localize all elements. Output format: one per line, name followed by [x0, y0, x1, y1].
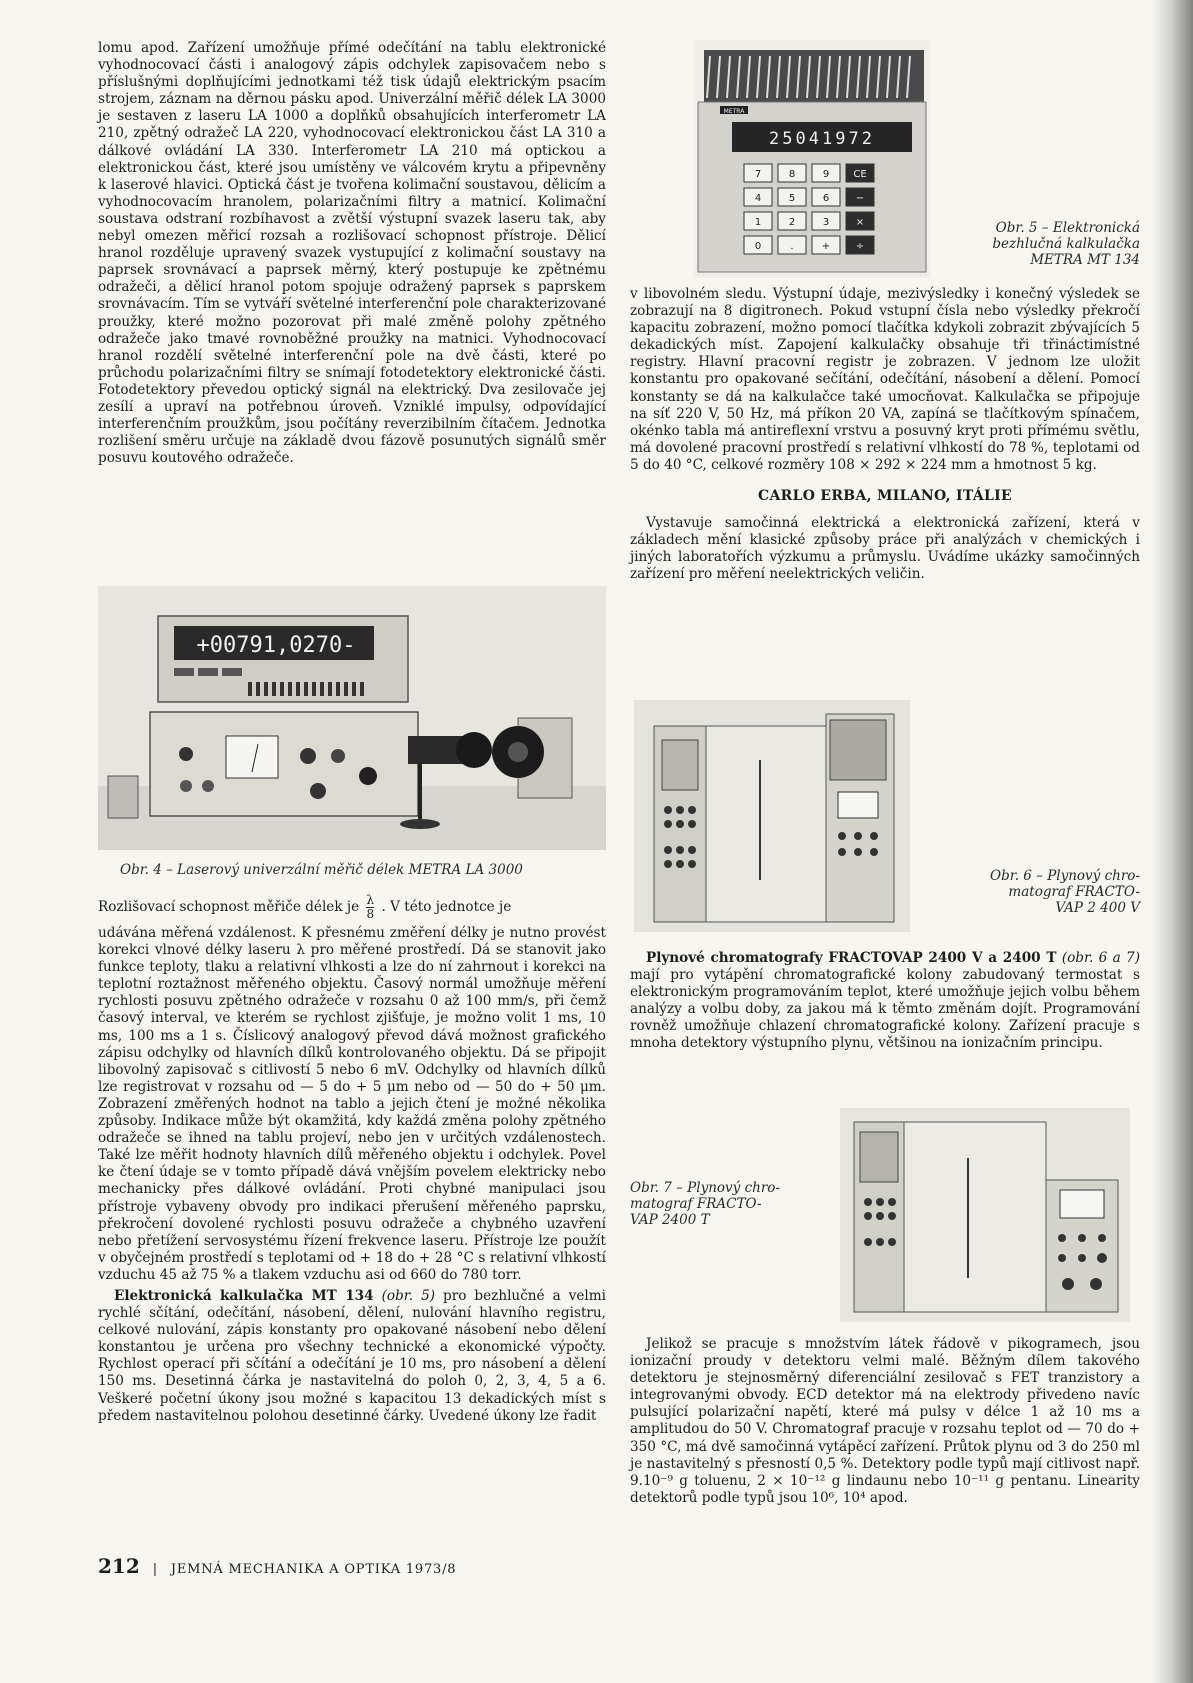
calculator-key-label: +: [821, 241, 831, 252]
calculator-key-label: ÷: [855, 241, 865, 252]
fractovap-text: mají pro vytápění chromatografické kolony zabudovaný termostat s elektronickým programováním teplot, které umožňuje jejich volbu během analýzy a volbu doby, za jakou má k těmto změnám dojít. Programování rovněž umožňuje chlazení chromatografické kolony. Zařízení pracuje s mnoha detektory výstupního plynu, většinou na ionizačním principu.: [630, 967, 1140, 1052]
right-bottom-column: [630, 1336, 1140, 1511]
figure-7-caption: [630, 1180, 830, 1228]
calculator-key-label: 9: [822, 169, 830, 180]
calculator-key-label: 5: [788, 193, 796, 204]
calculator-key-label: 8: [788, 169, 796, 180]
fractovap-figure-ref: (obr. 6 a 7): [1061, 950, 1140, 966]
right-top-column: [630, 286, 1140, 588]
caption-line: matograf FRACTO-: [1008, 884, 1140, 900]
footer-divider: |: [152, 1562, 158, 1577]
caption-line: VAP 2400 T: [630, 1212, 710, 1228]
section-heading: CARLO ERBA, MILANO, ITÁLIE: [758, 488, 1012, 505]
text-paragraph: udávána měřená vzdálenost. K přesnému změření délky je nutno provést korekci vlnové délky laseru λ pro měřené prostředí. Dá se stanovit jako funkce teploty, tlaku a relativní vlhkosti a lze do ní zahrnout i korekci na teplotní roztažnost měřeného objektu. Časový normál umožňuje měření rychlosti posuvu zpětného odražeče v rozsahu 0 až 100 mm/s, při čemž časový interval, ve kterém se rychlost zjišťuje, je možno volit 1 ms, 10 ms, 100 ms a 1 s. Číslicový analogový převod dává možnost grafického zápisu odchylky od hlavních dílků kontrolovaného objektu. Dá se připojit libovolný zapisovač s citlivostí 5 nebo 6 mV. Odchylky od hlavních dílků lze registrovat v rozsahu od — 5 do + 5 μm nebo od — 50 do + 50 μm. Zobrazení změřených hodnot na tablo a jejich čtení je možné několika způsoby. Indikace může být okamžitá, kdy každá změna polohy zpětného odražeče se ihned na tablu projeví, nebo jen v určitých vzdálenostech. Také lze měřit hodnoty hlavních dílů měřeného objektu i odchylek. Povel ke čtení údaje se v tomto případě dává vnějším povelem elektricky nebo mechanicky přes dálkové ovládání. Proti chybné manipulaci jsou přístroje vybaveny obvody pro indikaci přerušení měřeného paprsku, překročení dovolené rychlosti posuvu odražeče a chybného uzavření nebo přetížení servosystému řízení frekvence laseru. Přístroje lze použít v obyčejném prostředí s teplotami od + 18 do + 28 °C s relativní vlhkostí vzduchu 45 až 75 % a tlakem vzduchu asi od 660 do 780 torr.: [98, 925, 606, 1283]
caption-line: Obr. 7 – Plynový chro-: [630, 1180, 780, 1196]
figure-7-photo: [840, 1108, 1130, 1322]
caption-line: VAP 2 400 V: [1055, 900, 1140, 916]
calculator-paragraph: [98, 1288, 606, 1425]
text-paragraph: v libovolném sledu. Výstupní údaje, mezivýsledky i konečný výsledek se zobrazují na 8 digitronech. Pokud vstupní čísla nebo výsledky překročí kapacitu zobrazení, možno pomocí tlačítka kdykoli zobrazit zbývajících 5 dekadických míst. Zapojení kalkulačky obsahuje tři třináctimístné registry. Hlavní pracovní registr je zobrazen. V jednom lze uložit konstantu pro opakované sečítání, odečítání, násobení a dělení. Pomocí konstanty se dá na kalkulačce také umocňovat. Kalkulačka se připojuje na síť 220 V, 50 Hz, má příkon 20 VA, zapíná se tlačítkovým spínačem, okénko tabla má antireflexní vrstvu a posuvný kryt proti přímému světlu, má dovolené pracovní prostředí s relativní vlhkostí do 78 %, teplotami od 5 do 40 °C, celkové rozměry 108 × 292 × 224 mm a hmotnost 5 kg.: [630, 286, 1140, 473]
left-bottom-column: [98, 894, 606, 1429]
calculator-key-label: 0: [754, 241, 762, 252]
figure-5-photo: [694, 40, 930, 278]
calculator-text: pro bezhlučné a velmi rychlé sčítání, odečítání, násobení, dělení, nulování hlavního registru, celkové nulování, zápis konstanty pro opakované násobení nebo dělení konstantou je určena pro všechny technické a ekonomické výpočty. Rychlost operací při sčítání a odečítání je 10 ms, pro násobení a dělení 150 ms. Desetinná čárka je nastavitelná do poloh 0, 2, 3, 4, 5 a 6. Veškeré početní úkony jsou možné s kapacitou 13 dekadických míst s předem nastavitelnou polohou desetinné čárky. Uvedené úkony lze řadit: [98, 1287, 606, 1424]
calculator-key-label: CE: [853, 169, 867, 180]
calculator-key-label: 3: [822, 217, 830, 228]
lambda-fraction: [366, 894, 374, 921]
fraction-denominator: 8: [366, 907, 375, 921]
text-paragraph: Vystavuje samočinná elektrická a elektronická zařízení, která v základech mění klasické způsoby práce při analýzách v chemických i jiných laboratořích výzkumu a průmyslu. Uvádíme ukázky samočinných zařízení pro měření neelektrických veličin.: [630, 515, 1140, 583]
figure-4-caption: Obr. 4 – Laserový univerzální měřič délek METRA LA 3000: [120, 862, 523, 878]
brand-label: METRA: [723, 108, 745, 115]
fractovap-heading: Plynové chromatografy FRACTOVAP 2400 V a 2400 T: [646, 950, 1057, 966]
calculator-key-label: .: [790, 241, 794, 252]
caption-line: Obr. 5 – Elektronická: [995, 220, 1140, 236]
figure-5-caption: [940, 220, 1140, 268]
caption-line: METRA MT 134: [1030, 252, 1140, 268]
left-top-column: [98, 40, 606, 471]
caption-line: matograf FRACTO-: [630, 1196, 762, 1212]
caption-line: bezhlučná kalkulačka: [992, 236, 1140, 252]
display-readout: +00791,0270-: [196, 633, 356, 658]
figure-6-photo: [634, 700, 910, 932]
calculator-figure-ref: (obr. 5): [381, 1287, 436, 1304]
calculator-key-label: −: [855, 193, 865, 204]
caption-line: Obr. 6 – Plynový chro-: [990, 868, 1140, 884]
calculator-key-label: 1: [754, 217, 762, 228]
calculator-key-label: 2: [788, 217, 796, 228]
calculator-heading: Elektronická kalkulačka MT 134: [114, 1287, 374, 1304]
text-paragraph: Jelikož se pracuje s množstvím látek řádově v pikogramech, jsou ionizační proudy v detektoru velmi malé. Běžným dílem takového detektoru je stejnosměrný diferenciální zesilovač s FET tranzistory a integrovanými obvody. ECD detektor má na elektrody přivedeno navíc pulsující polarizační napětí, které má pulsy v délce 1 až 10 ms a amplitudou do 50 V. Chromatograf pracuje v rozsahu teplot od — 70 do + 350 °C, má dvě samočinná vytápěcí zařízení. Průtok plynu od 3 do 250 ml je nastavitelný s přesností 0,5 %. Detektory podle typů mají citlivost např. 9.10⁻⁹ g toluenu, 2 × 10⁻¹² g lindaunu nebo 10⁻¹¹ g pentanu. Linearity detektorů podle typů jsou 10⁶, 10⁴ apod.: [630, 1336, 1140, 1506]
text-paragraph: lomu apod. Zařízení umožňuje přímé odečítání na tablu elektronické vyhodnocovací části i analogový zápis odchylek zapisovačem nebo s příslušnými doplňujícími jednotkami též tisk údajů elektrickým psacím strojem, záznam na děrnou pásku apod. Univerzální měřič délek LA 3000 je sestaven z laseru LA 1000 a doplňků obsahujících interferometr LA 210, zpětný odražeč LA 220, vyhodnocovací elektronickou část LA 310 a dálkové ovládání LA 330. Interferometr LA 210 má optickou a elektronickou část, které jsou umístěny ve válcovém krytu a připevněny k laserové hlavici. Optická část je tvořena kolimační soustavou, dělicím a vyhodnocovacím hranolem, polarizačními filtry a matnicí. Kolimační soustava odstraní rozbíhavost a zvětší výstupní svazek laseru tak, aby nebyl omezen měřicí rozsah a rozlišovací schopnost přístroje. Dělicí hranol rozděluje upravený svazek vystupující z kolimační soustavy na paprsek srovnávací a paprsek měrný, který postupuje ke zpětnému odražeči, a dělicí hranol potom spojuje odražený paprsek s paprskem srovnávacím. Tím se vytváří světelné interferenční pole charakterizované proužky, které možno pozorovat při malé změně polohy zpětného odražeče jako tmavé rovnoběžné proužky na matnici. Vyhodnocovací hranol rozdělí světelné interferenční pole na dvě části, které po průchodu polarizačními filtry se snímají fotodetektory elektronické části. Fotodetektory převedou optický signál na elektrický. Dva zesilovače jej zesílí a upraví na potřebnou úroveň. Vzniklé impulsy, odpovídající interferenčním proužkům, jsou počítány reverzibilním čítačem. Jednotka rozlišení směru určuje na základě dvou fázově posunutých signálů směr posuvu koutového odražeče.: [98, 40, 606, 467]
lambda-symbol: λ: [366, 893, 375, 907]
resolution-text: Rozlišovací schopnost měřiče délek je: [98, 899, 360, 915]
calculator-display: 25041972: [769, 129, 875, 149]
calculator-key-label: ×: [855, 217, 865, 228]
calculator-key-label: 7: [754, 169, 762, 180]
page-footer: [98, 1554, 456, 1578]
page-number: 212: [98, 1554, 140, 1578]
calculator-key-label: 4: [754, 193, 762, 204]
resolution-paragraph: [98, 894, 606, 921]
figure-4-photo: [98, 586, 606, 850]
journal-title: JEMNÁ MECHANIKA A OPTIKA 1973/8: [170, 1562, 457, 1577]
fractovap-paragraph: [630, 950, 1140, 1053]
page-spine-shadow: [1153, 0, 1193, 1683]
figure-6-caption: [920, 868, 1140, 916]
resolution-text-end: . V této jednotce je: [381, 899, 512, 915]
fractovap-column: [630, 950, 1140, 1057]
calculator-key-label: 6: [822, 193, 830, 204]
